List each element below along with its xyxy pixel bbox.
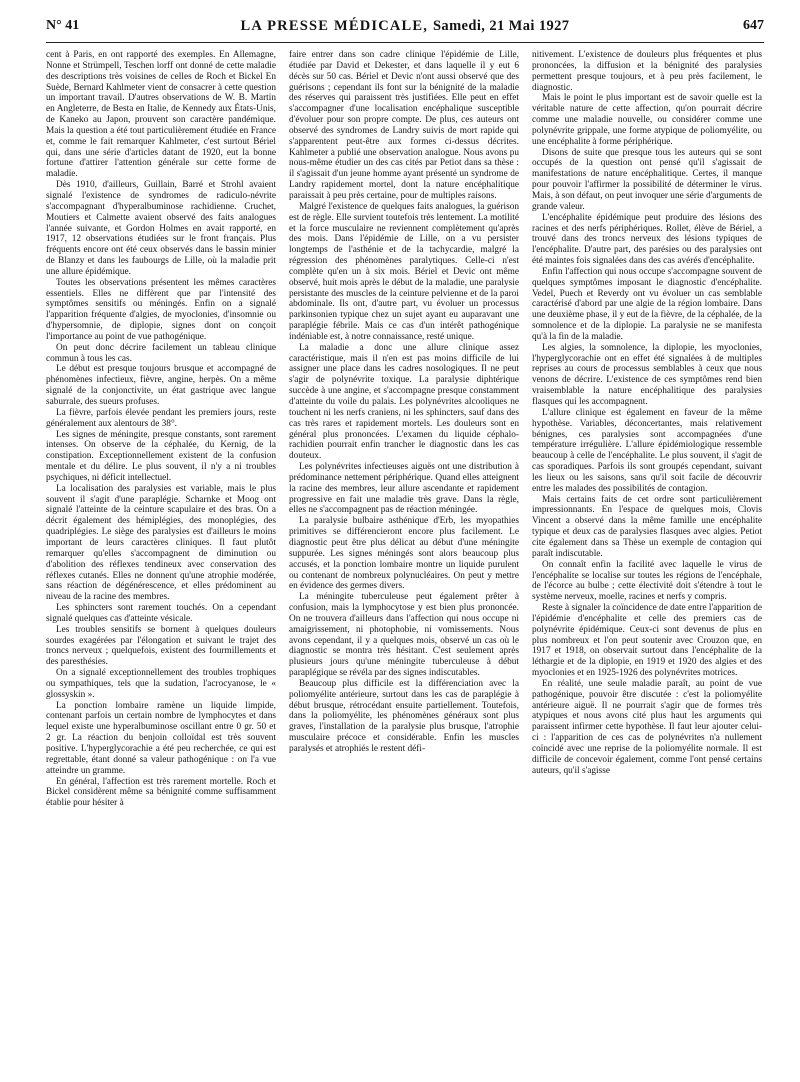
paragraph: La maladie a donc une allure clinique assez caractéristique, mais il n'en est pas moins difficile de lui assigner une place dans les cadres nosologiques. Il ne peut s'agir de polynévrite toxique. La paralysie diphtérique succède à une angine, et s'accompagne presque constamment d'atteinte du voile du palais. Les polynévrites alcooliques ne touchent ni les nerfs craniens, ni les sphincters, sauf dans des cas très rares et rapidement mortels. Les douleurs sont en général plus prononcées. L'examen du liquide céphalo-rachidien pourrait enfin trancher le diagnostic dans les cas douteux. (289, 342, 519, 462)
text-column-2 (289, 50, 519, 1070)
paragraph: L'allure clinique est également en faveur de la même hypothèse. Variables, déconcertantes, mais relativement bénignes, ces paralysies sont accompagnées d'une température irrégulière. L'allure épidémiologique ressemble beaucoup à celle de l'encéphalite. Le plus souvent, il s'agit de cas sporadiques. Parfois ils sont groupés cependant, suivant les lieux ou les saisons, sans qu'il soit facile de découvrir entre les malades des possibilités de contagion. (532, 407, 762, 494)
paragraph: On connaît enfin la facilité avec laquelle le virus de l'encéphalite se localise sur toutes les régions de l'encéphale, de l'écorce au bulbe ; cette électivité doit s'étendre à tout le système nerveux, moelle, racines et nerfs y compris. (532, 559, 762, 603)
running-header (46, 18, 764, 40)
paragraph: faire entrer dans son cadre clinique l'épidémie de Lille, étudiée par David et Dekester, et dans laquelle il y eut 6 décès sur 50 cas. Bériel et Devic n'ont aussi observé que des guérisons ; cependant ils font sur la bénignité de la maladie des réserves qui paraissent très justifiées. Elle peut en effet s'accompagner d'une localisation encéphalique susceptible d'évoluer pour son propre compte. De plus, ces auteurs ont observé des syndromes de Landry suivis de mort rapide qui s'apparentent peut-être aux formes ci-dessus décrites. Kahlmeter a publié une observation analogue. Nous avons pu nous-même étudier un des cas cités par Petiot dans sa thèse : il s'agissait d'un jeune homme ayant présenté un syndrome de Landry rapidement mortel, dont la nature encéphalitique paraissait à peu près certaine, pour de multiples raisons. (289, 50, 519, 201)
paragraph: cent à Paris, en ont rapporté des exemples. En Allemagne, Nonne et Strümpell, Teschen lorff ont donné de cette maladie des descriptions très voisines de celles de Roch et Bickel En Suède, Bernard Kahlmeter vient de consacrer à cette question un important travail. D'autres observations de W. B. Martin en Angleterre, de Besta en Italie, de Kennedy aux États-Unis, de Kaneko au Japon, prouvent son caractère pandémique. Mais la question a été tout particulièrement étudiée en France et, comme le fait remarquer Kahlmeter, c'est surtout Bériel qui, dans une série d'articles datant de 1920, eut la bonne fortune d'attirer l'attention générale sur cette forme de maladie. (46, 50, 276, 180)
header-rule (46, 42, 764, 43)
paragraph: Toutes les observations présentent les mêmes caractères essentiels. Elles ne diffèrent que par l'intensité des symptômes sensitifs ou méningés. Enfin on a signalé l'apparition fréquente d'algies, de myoclonies, d'insomnie ou d'hypersomnie, de diplopie, signes dont on conçoit l'importance au point de vue pathogénique. (46, 277, 276, 342)
paragraph: La paralysie bulbaire asthénique d'Erb, les myopathies primitives se différencieront encore plus facilement. Le diagnostic peut être plus délicat au début d'une méningite suppurée. Les signes méningés sont alors beaucoup plus accusés, et la ponction lombaire montre un liquide purulent ou contenant de nombreux polynucléaires. On peut y mettre en évidence des germes divers. (289, 516, 519, 592)
paragraph: Les sphincters sont rarement touchés. On a cependant signalé quelques cas d'atteinte vésicale. (46, 603, 276, 624)
paragraph: L'encéphalite épidémique peut produire des lésions des racines et des nerfs périphériques. Rollet, élève de Bériel, a trouvé dans des troncs nerveux des lésions typiques de l'encéphalite. D'autre part, des parésies ou des paralysies ont été maintes fois signalées dans des cas avérés d'encéphalite. (532, 212, 762, 267)
paragraph: Dès 1910, d'ailleurs, Guillain, Barré et Strohl avaient signalé l'existence de syndromes de radiculo-névrite s'accompagnant d'hyperalbuminose rachidienne. Cruchet, Moutiers et Calmette avaient observé des faits analogues l'année suivante, et Gordon Holmes en avait rapporté, en 1917, 12 observations étudiées sur le front français. Plus fréquents encore ont été ceux observés dans le bassin minier de Blanzy et dans les faubourgs de Lille, où la maladie prit une allure épidémique. (46, 180, 276, 277)
paragraph: Mais certains faits de cet ordre sont particulièrement impressionnants. En l'espace de quelques mois, Clovis Vincent a observé dans la même famille une encéphalite typique et deux cas de paralysies flasques avec algies. Petiot cite également dans sa Thèse un exemple de contagion qui paraît indiscutable. (532, 494, 762, 559)
paragraph: nitivement. L'existence de douleurs plus fréquentes et plus prononcées, la diffusion et la bénignité des paralysies permettent presque toujours, et à peu près facilement, le diagnostic. (532, 50, 762, 93)
text-column-1 (46, 50, 276, 1070)
paragraph: Disons de suite que presque tous les auteurs qui se sont occupés de la question ont pensé qu'il s'agissait de manifestations de nature encéphalitique. Certes, il manque pour pouvoir l'affirmer la possibilité de déterminer le virus. Mais, à son défaut, on peut invoquer une série d'arguments de grande valeur. (532, 147, 762, 212)
paragraph: Beaucoup plus difficile est la différenciation avec la poliomyélite antérieure, surtout dans les cas de paraplégie à début brusque, rétrocédant ensuite partiellement. Toutefois, dans la poliomyélite, les phénomènes généraux sont plus graves, l'installation de la paralysie plus brusque, l'atrophie musculaire précoce et considérable. Enfin les muscles paralysés et atrophiés le restent défi- (289, 678, 519, 754)
paragraph: Les signes de méningite, presque constants, sont rarement intenses. On observe de la céphalée, du Kernig, de la constipation. Exceptionnellement existent de la confusion mentale et du délire. Le plus souvent, il n'y a ni troubles psychiques, ni déficit intellectuel. (46, 429, 276, 483)
text-column-3 (532, 50, 762, 1070)
paragraph: Reste à signaler la coïncidence de date entre l'apparition de l'épidémie d'encéphalite et celle des premiers cas de polynévrite épidémique. Ceux-ci sont devenus de plus en plus nombreux et l'on peut soutenir avec Crouzon que, en 1917 et 1918, on observait surtout dans l'encéphalite de la léthargie et de la diplopie, en 1919 et 1920 des algies et des myoclonies et en 1925-1926 des polynévrites motrices. (532, 603, 762, 679)
paragraph: Les algies, la somnolence, la diplopie, les myoclonies, l'hyperglycorachie ont en effet été signalées à de multiples reprises au cours de processus semblables à ceux que nous venons de décrire. L'existence de ces symptômes rend bien vraisemblable la nature encéphalitique des paralysies flasques qui les accompagnent. (532, 342, 762, 407)
paragraph: Les polynévrites infectieuses aiguës ont une distribution à prédominance nettement périphérique. Quand elles atteignent la racine des membres, leur allure ascendante et rapidement progressive en fait une maladie très grave. Dans la règle, elles ne s'accompagnent pas de réaction méningée. (289, 462, 519, 516)
paragraph: La localisation des paralysies est variable, mais le plus souvent il s'agit d'une paraplégie. Scharnke et Moog ont signalé l'atteinte de la ceinture scapulaire et des bras. On a décrit également des hémiplégies, des monoplégies, des quadriplégies. Le siège des paralysies est d'ailleurs le moins important de leurs caractères cliniques. Il faut plutôt remarquer qu'elles s'accompagnent de diminution ou d'abolition des réflexes tendineux avec conservation des réflexes cutanés. Elles ne donnent qu'une atrophie modérée, sans réaction de dégénérescence, et elles prédominent au niveau de la racine des membres. (46, 483, 276, 603)
paragraph: Malgré l'existence de quelques faits analogues, la guérison est de règle. Elle survient toutefois très lentement. La motilité et la force musculaire ne reviennent complètement qu'après des mois. Dans l'épidémie de Lille, on a vu persister longtemps de l'asthénie et de la tachycardie, malgré la régression des phénomènes paralytiques. Celle-ci n'est complète qu'en un à six mois. Bériel et Devic ont même observé, huit mois après le début de la maladie, une paralysie persistante des muscles de la ceinture pelvienne et de la paroi abdominale. Ils ont, d'autre part, vu évoluer un processus parkinsonien typique chez un sujet ayant eu auparavant une paraplégie fébrile. Mais ce cas d'un intérêt pathogénique indéniable est, à notre connaissance, resté unique. (289, 201, 519, 342)
paragraph: On peut donc décrire facilement un tableau clinique commun à tous les cas. (46, 342, 276, 364)
paragraph: Les troubles sensitifs se bornent à quelques douleurs sourdes exagérées par l'élongation et suivant le trajet des troncs nerveux ; quelquefois, existent des fourmillements et des paresthésies. (46, 624, 276, 668)
paragraph: On a signalé exceptionnellement des troubles trophiques ou sympathiques, tels que la sudation, l'acrocyanose, le « glossyskin ». (46, 668, 276, 700)
page-number: 647 (743, 18, 764, 33)
issue-number: N° 41 (46, 18, 80, 33)
paragraph: En général, l'affection est très rarement mortelle. Roch et Bickel considèrent même sa bénignité comme suffisamment établie pour hésiter à (46, 776, 276, 809)
paragraph: Le début est presque toujours brusque et accompagné de phénomènes infectieux, fièvre, angine, herpès. On a même signalé de la conjonctivite, un état gastrique avec langue saburrale, des sueurs profuses. (46, 364, 276, 407)
issue-date: Samedi, 21 Mai 1927 (432, 18, 570, 34)
article-body (46, 50, 766, 1070)
paragraph: En réalité, une seule maladie paraît, au point de vue pathogénique, pouvoir être discutée : c'est la poliomyélite antérieure aiguë. Il ne pourrait s'agir que de formes très atypiques et nous avons cité plus haut les arguments qui paraissent infirmer cette hypothèse. Il faut leur ajouter celui-ci : l'apparition de ces cas de polynévrites n'a nullement coïncidé avec une reprise de la poliomyélite normale. Il est difficile de concevoir également, comme l'ont pensé certains auteurs, qu'il s'agisse (532, 678, 762, 776)
journal-title-line (46, 18, 764, 35)
paragraph: La méningite tuberculeuse peut également prêter à confusion, mais la lymphocytose y est bien plus prononcée. On ne trouvera d'ailleurs dans l'affection qui nous occupe ni amaigrissement, ni photophobie, ni vomissements. Nous avons cependant, il y a quelques mois, observé un cas où le diagnostic se montra très hésitant. C'est seulement après plusieurs jours qu'une méningite tuberculeuse à début paraplégique se révéla par des signes indiscutables. (289, 592, 519, 679)
paragraph: Mais le point le plus important est de savoir quelle est la véritable nature de cette affection, qu'on pourrait décrire comme une maladie nouvelle, ou considérer comme une polynévrite grippale, une forme atypique de poliomyélite, ou une encéphalite à forme périphérique. (532, 93, 762, 147)
paragraph: La ponction lombaire ramène un liquide limpide, contenant parfois un certain nombre de lymphocytes et dans lequel existe une hyperalbuminose oscillant entre 0 gr. 50 et 2 gr. La réaction du benjoin colloïdal est très souvent positive. L'hyperglycorachie a été peu recherchée, ce qui est regrettable, étant donné sa valeur pathogénique : on l'a vue atteindre un gramme. (46, 700, 276, 776)
journal-name: LA PRESSE MÉDICALE, (240, 18, 429, 34)
paragraph: La fièvre, parfois élevée pendant les premiers jours, reste généralement aux alentours de 38°. (46, 407, 276, 429)
paragraph: Enfin l'affection qui nous occupe s'accompagne souvent de quelques symptômes imposant le diagnostic d'encéphalite. Vedel, Puech et Reverdy ont vu évoluer un cas semblable caractérisé d'abord par une algie de la région lombaire. Dans une deuxième phase, il y eut de la fièvre, de la céphalée, de la somnolence et de la diplopie. La paralysie ne se manifesta qu'à la fin de la maladie. (532, 266, 762, 342)
